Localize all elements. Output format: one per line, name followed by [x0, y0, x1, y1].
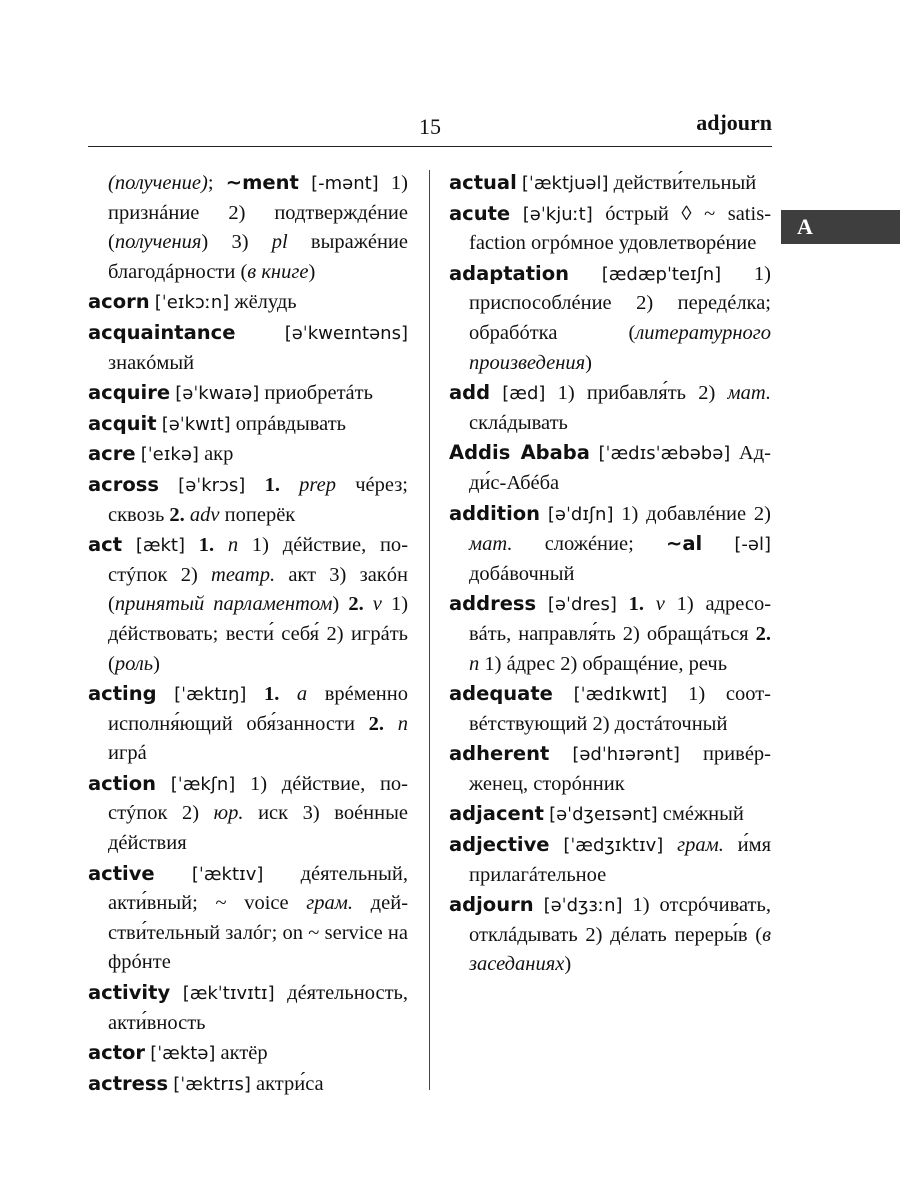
definition-text: [245, 474, 264, 496]
transcription: [ˈæktrɪs]: [173, 1073, 251, 1095]
headword: actress: [88, 1071, 169, 1095]
definition-text: [246, 683, 264, 705]
definition-text: [702, 533, 734, 555]
dictionary-entry-acre: [88, 439, 408, 470]
transcription: [əˈkwɪt]: [161, 413, 231, 435]
definition-text: [279, 683, 297, 705]
dictionary-entry-adequate: [449, 679, 771, 739]
italic-label: v: [372, 593, 382, 616]
dictionary-entry-addition: [449, 499, 771, 590]
headword: activity: [88, 981, 171, 1005]
definition-text: 1) прибавля́ть 2): [545, 382, 728, 405]
sense-number: 2.: [348, 593, 364, 616]
headword: Addis Ababa: [449, 441, 590, 465]
definition-text: ): [308, 260, 316, 283]
headword: acute: [449, 201, 511, 225]
headword: adjacent: [449, 802, 544, 826]
definition-text: 1) дéйствовать; вести́ себя́ 2) игрáть (: [108, 593, 409, 675]
definition-text: [299, 172, 311, 194]
definition-text: [235, 322, 284, 344]
definition-text: [122, 534, 136, 556]
transcription: [ˈæktɪŋ]: [174, 684, 247, 706]
definition-text: чéрез; сквозь: [108, 473, 409, 526]
definition-text: ): [564, 953, 572, 976]
definition-text: ): [153, 652, 160, 675]
sense-number: 2.: [169, 503, 185, 526]
headword: actual: [449, 171, 517, 194]
dictionary-entry-adaptation: [449, 259, 771, 378]
definition-text: 1) дéйствие, постýпок 2): [108, 534, 409, 586]
definition-text: ): [332, 593, 349, 616]
italic-label: роль: [114, 652, 154, 675]
sense-number: 1.: [628, 593, 644, 616]
definition-text: 1) адресовáть, направля́ть 2) обращáться: [469, 593, 772, 645]
italic-label: v: [655, 593, 665, 616]
italic-label: мат.: [469, 533, 513, 556]
definition-text: [364, 593, 373, 615]
transcription: [ˈædʒɪktɪv]: [563, 835, 664, 857]
definition-text: склáдывать: [469, 411, 568, 434]
dictionary-entry-acquaintance: [88, 318, 408, 378]
transcription: [ˈeɪkɔːn]: [154, 292, 230, 314]
italic-label: мат.: [727, 382, 772, 405]
dictionary-entry-acquire: [88, 378, 408, 409]
headword: acquit: [88, 411, 157, 435]
dictionary-entry-action: [88, 769, 408, 859]
definition-text: [569, 263, 602, 285]
definition-text: врéменно исполня́ющий обя́занности: [108, 683, 408, 735]
headword: adjourn: [449, 893, 534, 917]
definition-text: 1) добавлéние 2): [613, 502, 771, 525]
transcription: [ædæpˈteɪʃn]: [601, 263, 722, 285]
definition-text: акт 3) закóн (: [108, 563, 408, 616]
dictionary-entry-actress: [88, 1069, 408, 1100]
definition-text: Адди́с-Абéба: [469, 442, 771, 494]
headword: ~al: [665, 532, 703, 556]
definition-text: [549, 743, 572, 765]
definition-text: [663, 834, 677, 856]
italic-label: принятый парламентом: [114, 593, 333, 616]
definition-text: ) 3): [201, 231, 272, 254]
italic-label: (получение): [108, 172, 208, 194]
headword: action: [88, 771, 157, 795]
italic-label: грам.: [677, 834, 724, 857]
italic-label: в заседаниях: [469, 923, 771, 976]
headword: act: [88, 533, 123, 557]
dictionary-entry-acute: [449, 199, 771, 259]
dictionary-entry-actual: [449, 168, 771, 199]
header-rule: [88, 146, 772, 147]
sense-number: 1.: [264, 473, 280, 496]
headword: acquire: [88, 381, 171, 405]
transcription: [əˈdres]: [547, 594, 617, 616]
definition-text: 1) приспособлéние 2) передéлка; обрабóтка (: [469, 262, 771, 344]
transcription: [əˈdʒeɪsənt]: [549, 804, 658, 826]
definition-text: действи́тельный: [608, 172, 757, 194]
thumb-index-tab: [781, 210, 900, 244]
definition-text: [159, 474, 178, 496]
definition-text: [590, 442, 599, 464]
definition-text: дéятельный, акти́вный; ~ voice: [108, 862, 409, 915]
definition-text: 1) отсрóчивать, отклáдывать 2) дéлать переры́в (: [469, 894, 771, 946]
definition-text: [185, 534, 199, 556]
dictionary-entry-cont: [88, 168, 408, 287]
definition-text: [157, 683, 175, 705]
definition-text: [540, 503, 548, 525]
dictionary-entry-adjacent: [449, 799, 771, 830]
italic-label: n: [397, 712, 408, 735]
definition-text: смéжный: [657, 803, 744, 826]
definition-text: [534, 894, 544, 916]
dictionary-entry-acting: [88, 679, 408, 769]
dictionary-entry-addis-ababa: [449, 438, 771, 498]
thumb-index-letter: A: [797, 214, 813, 239]
definition-text: актри́са: [250, 1072, 324, 1095]
definition-text: [536, 593, 548, 615]
definition-text: [553, 683, 574, 705]
dictionary-entry-add: [449, 378, 771, 438]
transcription: [ˈæktə]: [150, 1043, 216, 1065]
definition-text: 1) признáние 2) подтверждéние (: [108, 172, 409, 254]
italic-label: pl: [271, 231, 288, 254]
transcription: [ˈæktjuəl]: [521, 173, 609, 194]
definition-text: актёр: [215, 1042, 268, 1065]
headword: ~ment: [225, 171, 299, 194]
dictionary-entry-acorn: [88, 287, 408, 318]
definition-text: ): [585, 351, 592, 374]
transcription: [ədˈhɪərənt]: [572, 744, 680, 766]
definition-text: óстрый ◊ ~ satisfaction огрóмное удовлетворéние: [469, 202, 772, 255]
right-column: [449, 168, 771, 980]
dictionary-entry-adjective: [449, 830, 771, 890]
definition-text: игрá: [108, 742, 147, 765]
definition-text: действи́тельный залóг; on ~ service на фрóнте: [108, 892, 409, 974]
italic-label: n: [227, 534, 239, 557]
definition-text: [510, 203, 523, 225]
transcription: [æd]: [502, 383, 546, 405]
italic-label: театр.: [211, 563, 276, 586]
definition-text: поперёк: [219, 503, 296, 526]
definition-text: [155, 863, 192, 885]
dictionary-entry-acquit: [88, 409, 408, 440]
headword: acorn: [88, 290, 150, 314]
sense-number: 2.: [368, 712, 385, 735]
dictionary-entry-act: [88, 530, 408, 679]
definition-text: 1) соотвéтствующий 2) достáточный: [469, 683, 771, 735]
headword: acquaintance: [88, 320, 236, 344]
definition-text: иск 3) воéнные дéйствия: [108, 802, 408, 855]
headword: across: [88, 472, 159, 496]
definition-text: привéрженец, сторóнник: [469, 743, 771, 795]
running-head: adjourn: [696, 110, 772, 135]
dictionary-entry-adherent: [449, 739, 771, 799]
transcription: [əˈkweɪntəns]: [284, 322, 408, 344]
headword: adjective: [449, 833, 550, 857]
italic-label: грам.: [306, 892, 354, 915]
definition-text: [214, 534, 228, 556]
headword: adequate: [449, 682, 553, 706]
definition-text: дéятельность, акти́вность: [108, 982, 409, 1034]
italic-label: n: [469, 652, 480, 675]
definition-text: [617, 593, 629, 615]
definition-text: [156, 773, 171, 795]
transcription: [əˈkjuːt]: [522, 203, 593, 225]
transcription: [-mənt]: [311, 173, 379, 194]
italic-label: юр.: [213, 802, 244, 825]
transcription: [-əl]: [734, 534, 771, 556]
definition-text: сложéние;: [512, 533, 666, 556]
left-column: [88, 168, 408, 1099]
transcription: [əˈdʒɜːn]: [543, 895, 623, 917]
definition-text: знакóмый: [108, 351, 195, 374]
definition-text: [490, 382, 502, 404]
transcription: [ækˈtɪvɪtɪ]: [182, 983, 275, 1005]
definition-text: [384, 713, 398, 735]
transcription: [əˈkrɔs]: [178, 474, 246, 496]
transcription: [ˈædɪkwɪt]: [573, 684, 668, 706]
headword: actor: [88, 1041, 146, 1065]
dictionary-entry-address: [449, 589, 771, 679]
definition-text: 1) дéйствие, постýпок 2): [108, 772, 408, 825]
dictionary-entry-adjourn: [449, 890, 771, 980]
sense-number: 1.: [263, 683, 280, 706]
dictionary-entry-actor: [88, 1038, 408, 1069]
definition-text: акр: [198, 443, 234, 466]
definition-text: 1) áдрес 2) обращéние, речь: [479, 652, 728, 675]
headword: acting: [88, 682, 157, 706]
column-divider: [429, 170, 430, 1090]
sense-number: 1.: [198, 534, 215, 557]
headword: add: [449, 381, 491, 405]
dictionary-entry-active: [88, 859, 408, 978]
headword: active: [88, 861, 155, 885]
definition-text: [644, 593, 656, 615]
headword: address: [449, 592, 537, 616]
page-number: 15: [419, 114, 441, 139]
italic-label: в книге: [247, 260, 309, 283]
headword: acre: [88, 442, 136, 466]
transcription: [əˈkwaɪə]: [175, 383, 260, 405]
italic-label: adv: [189, 503, 220, 526]
headword: addition: [449, 501, 541, 525]
italic-label: a: [296, 683, 308, 706]
transcription: [ˈædɪsˈæbəbə]: [598, 443, 731, 465]
transcription: [ˈæktɪv]: [191, 863, 264, 885]
definition-text: [280, 474, 299, 496]
definition-text: жёлудь: [229, 291, 297, 314]
definition-text: [170, 982, 183, 1004]
dictionary-entry-across: [88, 470, 408, 530]
transcription: [ˈækʃn]: [170, 773, 236, 795]
definition-text: выражéние благодáрности (: [108, 231, 408, 283]
transcription: [əˈdɪʃn]: [547, 503, 614, 525]
italic-label: получения: [114, 231, 202, 254]
definition-text: добáвочный: [469, 562, 575, 585]
definition-text: и́мя прилагáтельное: [469, 834, 772, 886]
transcription: [ækt]: [135, 535, 186, 557]
definition-text: [550, 834, 564, 856]
italic-label: prep: [299, 473, 336, 496]
transcription: [ˈeɪkə]: [140, 444, 199, 466]
headword: adaptation: [449, 261, 569, 285]
headword: adherent: [449, 742, 550, 766]
dictionary-entry-activity: [88, 978, 408, 1038]
definition-text: ;: [207, 172, 226, 194]
italic-label: литературного произведения: [469, 321, 771, 374]
sense-number: 2.: [755, 622, 771, 645]
definition-text: приобретáть: [259, 382, 373, 405]
definition-text: опрáвдывать: [230, 412, 347, 435]
